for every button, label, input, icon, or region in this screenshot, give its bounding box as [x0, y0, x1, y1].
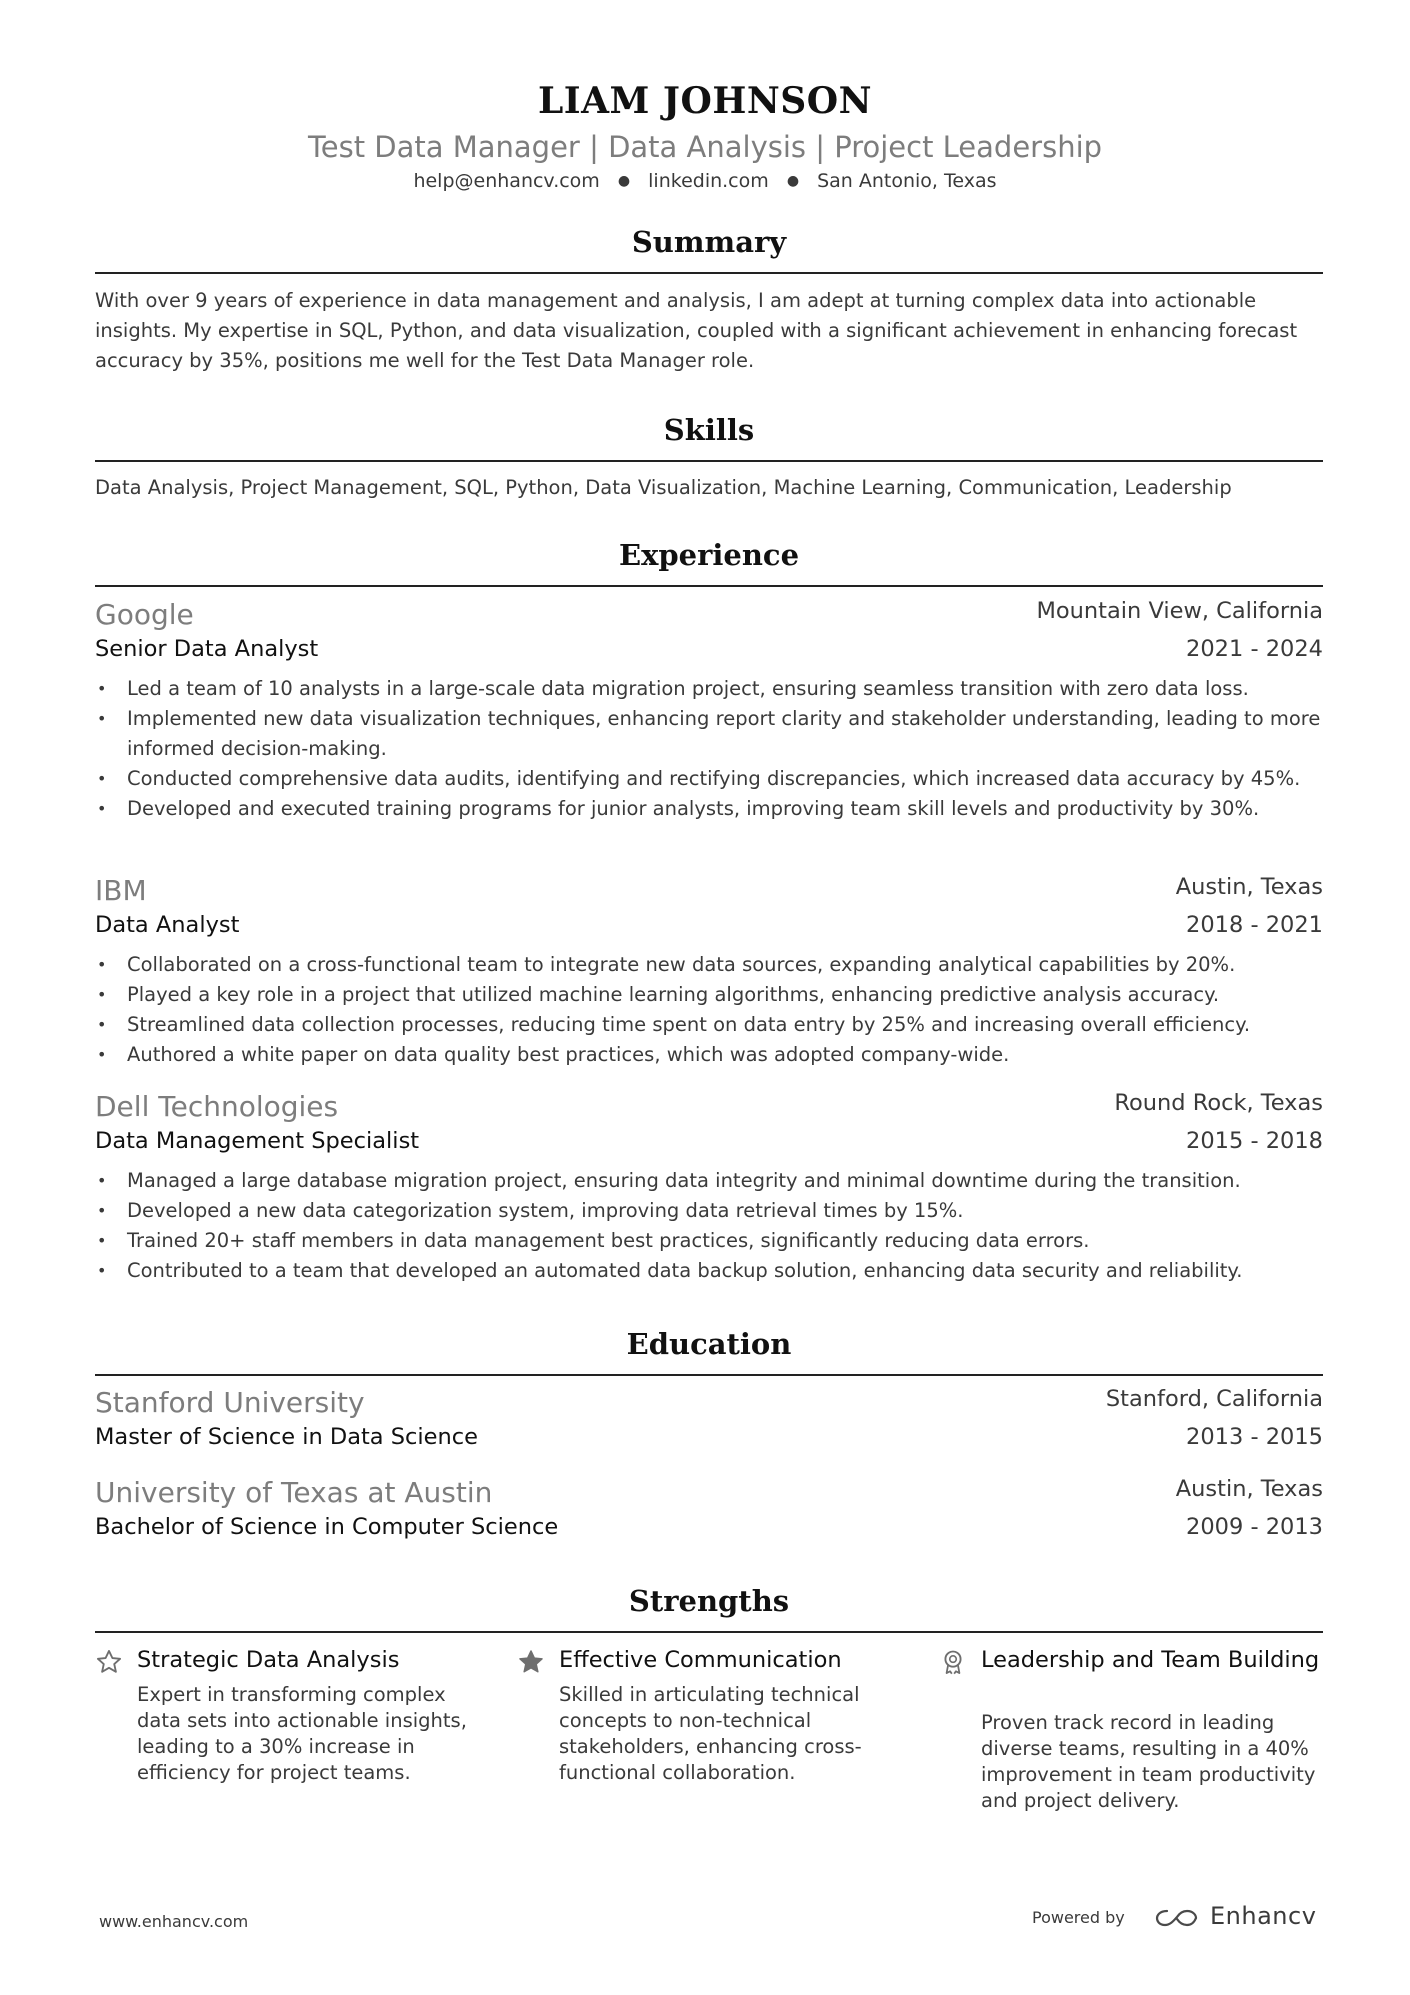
- enhancv-logo-icon: [1153, 1906, 1201, 1930]
- section-divider: [95, 1374, 1323, 1376]
- education-dates: 2013 - 2015: [1186, 1424, 1323, 1450]
- list-item: • Implemented new data visualization techniques, enhancing report clarity and stakeholder understanding, leading to more informed decision-making.: [95, 704, 1323, 764]
- job-role: Data Analyst: [95, 912, 240, 938]
- list-item: • Contributed to a team that developed an automated data backup solution, enhancing data security and reliability.: [95, 1256, 1323, 1286]
- summary-text: With over 9 years of experience in data management and analysis, I am adept at turning complex data into actionable insights. My expertise in SQL, Python, and data visualization, coupled with a significant achievement in enhancing forecast accuracy by 35%, positions me well for the Test Data Manager role.: [95, 289, 1298, 372]
- list-item: • Played a key role in a project that utilized machine learning algorithms, enhancing predictive analysis accuracy.: [95, 980, 1323, 1010]
- job-dates: 2015 - 2018: [1186, 1128, 1323, 1154]
- degree-name: Bachelor of Science in Computer Science: [95, 1514, 559, 1540]
- job-location: Round Rock, Texas: [1114, 1090, 1323, 1116]
- list-item: • Developed a new data categorization system, improving data retrieval times by 15%.: [95, 1196, 1323, 1226]
- company-name: Dell Technologies: [95, 1090, 339, 1123]
- school-location: Stanford, California: [1105, 1386, 1323, 1412]
- experience-entry-google: [95, 598, 1323, 824]
- job-bullets: [95, 950, 1323, 1070]
- experience-entry-dell: [95, 1090, 1323, 1286]
- footer-website-link[interactable]: www.enhancv.com: [99, 1912, 249, 1931]
- list-item: • Trained 20+ staff members in data management best practices, significantly reducing data errors.: [95, 1226, 1323, 1256]
- strength-description: Expert in transforming complex data sets into actionable insights, leading to a 30% increase in efficiency for project teams.: [137, 1683, 467, 1784]
- company-name: Google: [95, 598, 194, 631]
- job-location: Austin, Texas: [1175, 874, 1323, 900]
- company-name: IBM: [95, 874, 147, 907]
- school-name: Stanford University: [95, 1386, 365, 1419]
- job-bullets: [95, 1166, 1323, 1286]
- list-item: • Collaborated on a cross-functional team to integrate new data sources, expanding analytical capabilities by 20%.: [95, 950, 1323, 980]
- section-divider: [95, 272, 1323, 274]
- award-icon: [939, 1648, 967, 1676]
- job-dates: 2021 - 2024: [1186, 636, 1323, 662]
- list-item: • Managed a large database migration project, ensuring data integrity and minimal downtime during the transition.: [95, 1166, 1323, 1196]
- section-divider: [95, 460, 1323, 462]
- skills-heading: Skills: [663, 413, 755, 447]
- job-role: Data Management Specialist: [95, 1128, 420, 1154]
- strength-description: Skilled in articulating technical concepts to non-technical stakeholders, enhancing cross-functional collaboration.: [559, 1683, 862, 1784]
- school-location: Austin, Texas: [1175, 1476, 1323, 1502]
- strength-title: Strategic Data Analysis: [137, 1647, 400, 1673]
- linkedin-link[interactable]: linkedin.com: [648, 170, 769, 192]
- star-outline-icon: [95, 1648, 123, 1676]
- candidate-name: LIAM JOHNSON: [537, 80, 873, 122]
- education-dates: 2009 - 2013: [1186, 1514, 1323, 1540]
- experience-entry-ibm: [95, 874, 1323, 1070]
- list-item: • Developed and executed training programs for junior analysts, improving team skill levels and productivity by 30%.: [95, 794, 1323, 824]
- strength-title: Effective Communication: [559, 1647, 842, 1673]
- job-bullets: [95, 674, 1323, 824]
- separator-dot: ●: [617, 173, 631, 189]
- list-item: • Authored a white paper on data quality best practices, which was adopted company-wide.: [95, 1040, 1323, 1070]
- strengths-heading: Strengths: [628, 1584, 790, 1618]
- separator-dot: ●: [786, 173, 800, 189]
- email-link[interactable]: help@enhancv.com: [413, 170, 600, 192]
- brand-name[interactable]: Enhancv: [1210, 1902, 1317, 1930]
- powered-by-label: Powered by: [1032, 1908, 1125, 1927]
- education-heading: Education: [626, 1327, 792, 1361]
- school-name: University of Texas at Austin: [95, 1476, 493, 1509]
- section-divider: [95, 585, 1323, 587]
- section-divider: [95, 1631, 1323, 1633]
- strength-description: Proven track record in leading diverse teams, resulting in a 40% improvement in team productivity and project delivery.: [981, 1711, 1316, 1812]
- location-text: San Antonio, Texas: [817, 170, 997, 192]
- contact-line: [0, 170, 1410, 192]
- strength-title: Leadership and Team Building: [981, 1647, 1320, 1673]
- job-role: Senior Data Analyst: [95, 636, 319, 662]
- experience-heading: Experience: [618, 538, 800, 572]
- candidate-title: Test Data Manager | Data Analysis | Project Leadership: [307, 130, 1103, 164]
- education-entry-ut-austin: [95, 1476, 1323, 1548]
- education-entry-stanford: [95, 1386, 1323, 1458]
- job-location: Mountain View, California: [1036, 598, 1323, 624]
- skills-text: Data Analysis, Project Management, SQL, Python, Data Visualization, Machine Learning, Communication, Leadership: [95, 476, 1232, 499]
- degree-name: Master of Science in Data Science: [95, 1424, 478, 1450]
- star-filled-icon: [517, 1648, 545, 1676]
- job-dates: 2018 - 2021: [1186, 912, 1323, 938]
- summary-heading: Summary: [631, 225, 787, 259]
- list-item: • Conducted comprehensive data audits, identifying and rectifying discrepancies, which increased data accuracy by 45%.: [95, 764, 1323, 794]
- list-item: • Led a team of 10 analysts in a large-scale data migration project, ensuring seamless transition with zero data loss.: [95, 674, 1323, 704]
- list-item: • Streamlined data collection processes, reducing time spent on data entry by 25% and increasing overall efficiency.: [95, 1010, 1323, 1040]
